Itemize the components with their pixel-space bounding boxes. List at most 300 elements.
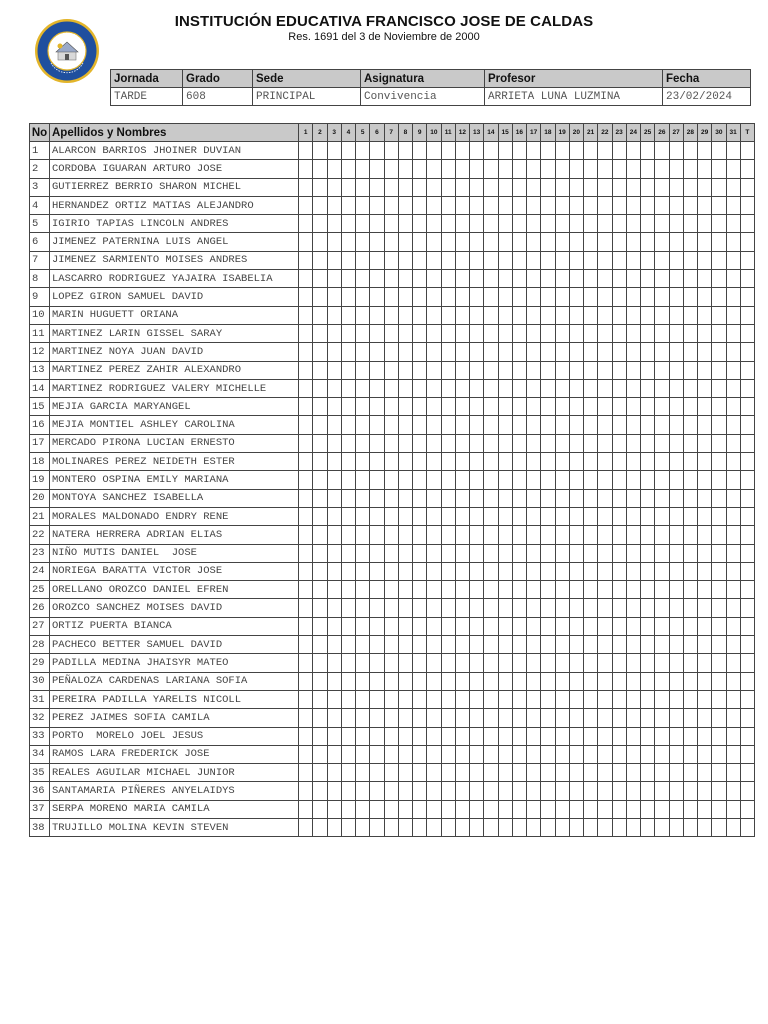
attendance-cell[interactable] (655, 142, 669, 160)
attendance-cell[interactable] (712, 544, 726, 562)
attendance-cell[interactable] (612, 160, 626, 178)
attendance-cell[interactable] (413, 800, 427, 818)
attendance-cell[interactable] (541, 727, 555, 745)
attendance-cell[interactable] (455, 562, 469, 580)
attendance-cell[interactable] (527, 306, 541, 324)
attendance-cell[interactable] (484, 306, 498, 324)
attendance-cell[interactable] (398, 599, 412, 617)
attendance-cell[interactable] (455, 306, 469, 324)
attendance-cell[interactable] (384, 196, 398, 214)
attendance-cell[interactable] (441, 745, 455, 763)
attendance-cell[interactable] (569, 727, 583, 745)
attendance-cell[interactable] (484, 398, 498, 416)
attendance-cell[interactable] (398, 800, 412, 818)
attendance-cell[interactable] (698, 727, 712, 745)
attendance-cell[interactable] (698, 361, 712, 379)
attendance-cell[interactable] (384, 599, 398, 617)
attendance-cell[interactable] (683, 599, 697, 617)
attendance-cell[interactable] (313, 672, 327, 690)
attendance-cell[interactable] (740, 526, 754, 544)
attendance-cell[interactable] (584, 343, 598, 361)
attendance-cell[interactable] (712, 471, 726, 489)
attendance-cell[interactable] (712, 562, 726, 580)
attendance-cell[interactable] (398, 270, 412, 288)
attendance-cell[interactable] (726, 471, 740, 489)
attendance-cell[interactable] (541, 233, 555, 251)
attendance-cell[interactable] (740, 453, 754, 471)
attendance-cell[interactable] (555, 453, 569, 471)
attendance-cell[interactable] (356, 160, 370, 178)
attendance-cell[interactable] (413, 507, 427, 525)
attendance-cell[interactable] (626, 160, 640, 178)
attendance-cell[interactable] (384, 251, 398, 269)
attendance-cell[interactable] (569, 324, 583, 342)
attendance-cell[interactable] (555, 343, 569, 361)
attendance-cell[interactable] (498, 672, 512, 690)
attendance-cell[interactable] (370, 361, 384, 379)
attendance-cell[interactable] (555, 709, 569, 727)
attendance-cell[interactable] (584, 672, 598, 690)
attendance-cell[interactable] (569, 599, 583, 617)
attendance-cell[interactable] (726, 764, 740, 782)
attendance-cell[interactable] (698, 434, 712, 452)
attendance-cell[interactable] (555, 361, 569, 379)
attendance-cell[interactable] (641, 233, 655, 251)
attendance-cell[interactable] (626, 800, 640, 818)
attendance-cell[interactable] (455, 251, 469, 269)
attendance-cell[interactable] (384, 288, 398, 306)
attendance-cell[interactable] (384, 636, 398, 654)
attendance-cell[interactable] (427, 416, 441, 434)
attendance-cell[interactable] (555, 636, 569, 654)
attendance-cell[interactable] (641, 636, 655, 654)
attendance-cell[interactable] (498, 489, 512, 507)
attendance-cell[interactable] (698, 142, 712, 160)
attendance-cell[interactable] (683, 379, 697, 397)
attendance-cell[interactable] (740, 361, 754, 379)
attendance-cell[interactable] (641, 324, 655, 342)
attendance-cell[interactable] (441, 507, 455, 525)
attendance-cell[interactable] (327, 471, 341, 489)
attendance-cell[interactable] (541, 709, 555, 727)
attendance-cell[interactable] (356, 379, 370, 397)
attendance-cell[interactable] (612, 142, 626, 160)
attendance-cell[interactable] (541, 599, 555, 617)
attendance-cell[interactable] (698, 196, 712, 214)
attendance-cell[interactable] (683, 562, 697, 580)
attendance-cell[interactable] (341, 288, 355, 306)
attendance-cell[interactable] (384, 434, 398, 452)
attendance-cell[interactable] (669, 288, 683, 306)
attendance-cell[interactable] (441, 215, 455, 233)
attendance-cell[interactable] (569, 379, 583, 397)
attendance-cell[interactable] (612, 636, 626, 654)
attendance-cell[interactable] (413, 434, 427, 452)
attendance-cell[interactable] (327, 764, 341, 782)
attendance-cell[interactable] (612, 489, 626, 507)
attendance-cell[interactable] (384, 142, 398, 160)
attendance-cell[interactable] (655, 416, 669, 434)
attendance-cell[interactable] (569, 251, 583, 269)
attendance-cell[interactable] (427, 727, 441, 745)
attendance-cell[interactable] (740, 745, 754, 763)
attendance-cell[interactable] (427, 306, 441, 324)
attendance-cell[interactable] (626, 324, 640, 342)
attendance-cell[interactable] (541, 690, 555, 708)
attendance-cell[interactable] (541, 416, 555, 434)
attendance-cell[interactable] (740, 471, 754, 489)
attendance-cell[interactable] (584, 617, 598, 635)
attendance-cell[interactable] (470, 196, 484, 214)
attendance-cell[interactable] (484, 526, 498, 544)
attendance-cell[interactable] (584, 654, 598, 672)
attendance-cell[interactable] (413, 398, 427, 416)
attendance-cell[interactable] (341, 636, 355, 654)
attendance-cell[interactable] (313, 599, 327, 617)
attendance-cell[interactable] (384, 690, 398, 708)
attendance-cell[interactable] (555, 416, 569, 434)
attendance-cell[interactable] (740, 709, 754, 727)
attendance-cell[interactable] (413, 306, 427, 324)
attendance-cell[interactable] (370, 343, 384, 361)
attendance-cell[interactable] (683, 416, 697, 434)
attendance-cell[interactable] (498, 690, 512, 708)
attendance-cell[interactable] (626, 306, 640, 324)
attendance-cell[interactable] (484, 782, 498, 800)
attendance-cell[interactable] (398, 782, 412, 800)
attendance-cell[interactable] (427, 398, 441, 416)
attendance-cell[interactable] (740, 416, 754, 434)
attendance-cell[interactable] (455, 709, 469, 727)
attendance-cell[interactable] (698, 526, 712, 544)
attendance-cell[interactable] (455, 672, 469, 690)
attendance-cell[interactable] (398, 562, 412, 580)
attendance-cell[interactable] (384, 306, 398, 324)
attendance-cell[interactable] (569, 745, 583, 763)
attendance-cell[interactable] (413, 636, 427, 654)
attendance-cell[interactable] (641, 562, 655, 580)
attendance-cell[interactable] (299, 416, 313, 434)
attendance-cell[interactable] (655, 270, 669, 288)
attendance-cell[interactable] (683, 251, 697, 269)
attendance-cell[interactable] (726, 709, 740, 727)
attendance-cell[interactable] (413, 782, 427, 800)
attendance-cell[interactable] (441, 471, 455, 489)
attendance-cell[interactable] (569, 654, 583, 672)
attendance-cell[interactable] (598, 453, 612, 471)
attendance-cell[interactable] (655, 818, 669, 836)
attendance-cell[interactable] (413, 215, 427, 233)
attendance-cell[interactable] (427, 324, 441, 342)
attendance-cell[interactable] (598, 379, 612, 397)
attendance-cell[interactable] (356, 672, 370, 690)
attendance-cell[interactable] (299, 178, 313, 196)
attendance-cell[interactable] (455, 398, 469, 416)
attendance-cell[interactable] (626, 434, 640, 452)
attendance-cell[interactable] (327, 306, 341, 324)
attendance-cell[interactable] (541, 818, 555, 836)
attendance-cell[interactable] (740, 343, 754, 361)
attendance-cell[interactable] (356, 599, 370, 617)
attendance-cell[interactable] (740, 800, 754, 818)
attendance-cell[interactable] (427, 453, 441, 471)
attendance-cell[interactable] (598, 196, 612, 214)
attendance-cell[interactable] (726, 306, 740, 324)
attendance-cell[interactable] (498, 818, 512, 836)
attendance-cell[interactable] (698, 233, 712, 251)
attendance-cell[interactable] (327, 489, 341, 507)
attendance-cell[interactable] (470, 178, 484, 196)
attendance-cell[interactable] (512, 654, 526, 672)
attendance-cell[interactable] (313, 727, 327, 745)
attendance-cell[interactable] (598, 251, 612, 269)
attendance-cell[interactable] (584, 379, 598, 397)
attendance-cell[interactable] (398, 727, 412, 745)
attendance-cell[interactable] (712, 398, 726, 416)
attendance-cell[interactable] (555, 178, 569, 196)
attendance-cell[interactable] (527, 745, 541, 763)
attendance-cell[interactable] (527, 178, 541, 196)
attendance-cell[interactable] (498, 617, 512, 635)
attendance-cell[interactable] (356, 654, 370, 672)
attendance-cell[interactable] (626, 818, 640, 836)
attendance-cell[interactable] (726, 544, 740, 562)
attendance-cell[interactable] (512, 288, 526, 306)
attendance-cell[interactable] (455, 507, 469, 525)
attendance-cell[interactable] (527, 489, 541, 507)
attendance-cell[interactable] (712, 764, 726, 782)
attendance-cell[interactable] (569, 800, 583, 818)
attendance-cell[interactable] (498, 233, 512, 251)
attendance-cell[interactable] (712, 782, 726, 800)
attendance-cell[interactable] (740, 288, 754, 306)
attendance-cell[interactable] (341, 160, 355, 178)
attendance-cell[interactable] (598, 361, 612, 379)
attendance-cell[interactable] (384, 672, 398, 690)
attendance-cell[interactable] (555, 544, 569, 562)
attendance-cell[interactable] (541, 142, 555, 160)
attendance-cell[interactable] (712, 690, 726, 708)
attendance-cell[interactable] (370, 636, 384, 654)
attendance-cell[interactable] (527, 288, 541, 306)
attendance-cell[interactable] (541, 288, 555, 306)
attendance-cell[interactable] (698, 507, 712, 525)
attendance-cell[interactable] (455, 324, 469, 342)
attendance-cell[interactable] (569, 215, 583, 233)
attendance-cell[interactable] (398, 196, 412, 214)
attendance-cell[interactable] (512, 398, 526, 416)
attendance-cell[interactable] (498, 745, 512, 763)
attendance-cell[interactable] (441, 526, 455, 544)
attendance-cell[interactable] (327, 617, 341, 635)
attendance-cell[interactable] (569, 636, 583, 654)
attendance-cell[interactable] (512, 453, 526, 471)
attendance-cell[interactable] (427, 745, 441, 763)
attendance-cell[interactable] (398, 453, 412, 471)
attendance-cell[interactable] (569, 453, 583, 471)
attendance-cell[interactable] (484, 709, 498, 727)
attendance-cell[interactable] (370, 654, 384, 672)
attendance-cell[interactable] (569, 581, 583, 599)
attendance-cell[interactable] (356, 306, 370, 324)
attendance-cell[interactable] (541, 526, 555, 544)
attendance-cell[interactable] (427, 654, 441, 672)
attendance-cell[interactable] (698, 324, 712, 342)
attendance-cell[interactable] (555, 142, 569, 160)
attendance-cell[interactable] (341, 196, 355, 214)
attendance-cell[interactable] (441, 251, 455, 269)
attendance-cell[interactable] (327, 800, 341, 818)
attendance-cell[interactable] (413, 690, 427, 708)
attendance-cell[interactable] (569, 288, 583, 306)
attendance-cell[interactable] (655, 471, 669, 489)
attendance-cell[interactable] (512, 178, 526, 196)
attendance-cell[interactable] (356, 215, 370, 233)
attendance-cell[interactable] (612, 526, 626, 544)
attendance-cell[interactable] (356, 142, 370, 160)
attendance-cell[interactable] (341, 434, 355, 452)
attendance-cell[interactable] (527, 727, 541, 745)
attendance-cell[interactable] (512, 306, 526, 324)
attendance-cell[interactable] (527, 599, 541, 617)
attendance-cell[interactable] (626, 636, 640, 654)
attendance-cell[interactable] (641, 599, 655, 617)
attendance-cell[interactable] (398, 471, 412, 489)
attendance-cell[interactable] (441, 416, 455, 434)
attendance-cell[interactable] (398, 288, 412, 306)
attendance-cell[interactable] (612, 544, 626, 562)
attendance-cell[interactable] (441, 599, 455, 617)
attendance-cell[interactable] (669, 160, 683, 178)
attendance-cell[interactable] (669, 343, 683, 361)
attendance-cell[interactable] (327, 507, 341, 525)
attendance-cell[interactable] (470, 562, 484, 580)
attendance-cell[interactable] (427, 507, 441, 525)
attendance-cell[interactable] (712, 727, 726, 745)
attendance-cell[interactable] (370, 489, 384, 507)
attendance-cell[interactable] (698, 215, 712, 233)
attendance-cell[interactable] (484, 544, 498, 562)
attendance-cell[interactable] (384, 745, 398, 763)
attendance-cell[interactable] (356, 453, 370, 471)
attendance-cell[interactable] (441, 544, 455, 562)
attendance-cell[interactable] (569, 709, 583, 727)
attendance-cell[interactable] (455, 617, 469, 635)
attendance-cell[interactable] (555, 160, 569, 178)
attendance-cell[interactable] (299, 434, 313, 452)
attendance-cell[interactable] (626, 142, 640, 160)
attendance-cell[interactable] (555, 581, 569, 599)
attendance-cell[interactable] (683, 818, 697, 836)
attendance-cell[interactable] (712, 288, 726, 306)
attendance-cell[interactable] (584, 507, 598, 525)
attendance-cell[interactable] (313, 745, 327, 763)
attendance-cell[interactable] (740, 324, 754, 342)
attendance-cell[interactable] (541, 782, 555, 800)
attendance-cell[interactable] (299, 636, 313, 654)
attendance-cell[interactable] (669, 361, 683, 379)
attendance-cell[interactable] (612, 727, 626, 745)
attendance-cell[interactable] (598, 745, 612, 763)
attendance-cell[interactable] (341, 416, 355, 434)
attendance-cell[interactable] (512, 160, 526, 178)
attendance-cell[interactable] (527, 654, 541, 672)
attendance-cell[interactable] (641, 818, 655, 836)
attendance-cell[interactable] (384, 379, 398, 397)
attendance-cell[interactable] (712, 306, 726, 324)
attendance-cell[interactable] (484, 361, 498, 379)
attendance-cell[interactable] (356, 690, 370, 708)
attendance-cell[interactable] (641, 251, 655, 269)
attendance-cell[interactable] (569, 507, 583, 525)
attendance-cell[interactable] (584, 599, 598, 617)
attendance-cell[interactable] (626, 617, 640, 635)
attendance-cell[interactable] (327, 270, 341, 288)
attendance-cell[interactable] (299, 562, 313, 580)
attendance-cell[interactable] (341, 215, 355, 233)
attendance-cell[interactable] (427, 215, 441, 233)
attendance-cell[interactable] (555, 233, 569, 251)
attendance-cell[interactable] (655, 489, 669, 507)
attendance-cell[interactable] (740, 178, 754, 196)
attendance-cell[interactable] (384, 270, 398, 288)
attendance-cell[interactable] (413, 324, 427, 342)
attendance-cell[interactable] (384, 782, 398, 800)
attendance-cell[interactable] (441, 818, 455, 836)
attendance-cell[interactable] (299, 270, 313, 288)
attendance-cell[interactable] (398, 215, 412, 233)
attendance-cell[interactable] (356, 324, 370, 342)
attendance-cell[interactable] (484, 251, 498, 269)
attendance-cell[interactable] (612, 416, 626, 434)
attendance-cell[interactable] (470, 306, 484, 324)
attendance-cell[interactable] (598, 215, 612, 233)
attendance-cell[interactable] (470, 142, 484, 160)
attendance-cell[interactable] (470, 160, 484, 178)
attendance-cell[interactable] (612, 654, 626, 672)
attendance-cell[interactable] (683, 745, 697, 763)
attendance-cell[interactable] (584, 526, 598, 544)
attendance-cell[interactable] (356, 196, 370, 214)
attendance-cell[interactable] (541, 434, 555, 452)
attendance-cell[interactable] (655, 709, 669, 727)
attendance-cell[interactable] (612, 453, 626, 471)
attendance-cell[interactable] (341, 562, 355, 580)
attendance-cell[interactable] (740, 727, 754, 745)
attendance-cell[interactable] (370, 196, 384, 214)
attendance-cell[interactable] (655, 672, 669, 690)
attendance-cell[interactable] (612, 379, 626, 397)
attendance-cell[interactable] (455, 636, 469, 654)
attendance-cell[interactable] (341, 581, 355, 599)
attendance-cell[interactable] (413, 343, 427, 361)
attendance-cell[interactable] (626, 599, 640, 617)
attendance-cell[interactable] (726, 507, 740, 525)
attendance-cell[interactable] (584, 398, 598, 416)
attendance-cell[interactable] (641, 196, 655, 214)
attendance-cell[interactable] (726, 398, 740, 416)
attendance-cell[interactable] (541, 636, 555, 654)
attendance-cell[interactable] (470, 599, 484, 617)
attendance-cell[interactable] (384, 818, 398, 836)
attendance-cell[interactable] (441, 288, 455, 306)
attendance-cell[interactable] (498, 306, 512, 324)
attendance-cell[interactable] (584, 288, 598, 306)
attendance-cell[interactable] (441, 233, 455, 251)
attendance-cell[interactable] (555, 526, 569, 544)
attendance-cell[interactable] (683, 709, 697, 727)
attendance-cell[interactable] (541, 453, 555, 471)
